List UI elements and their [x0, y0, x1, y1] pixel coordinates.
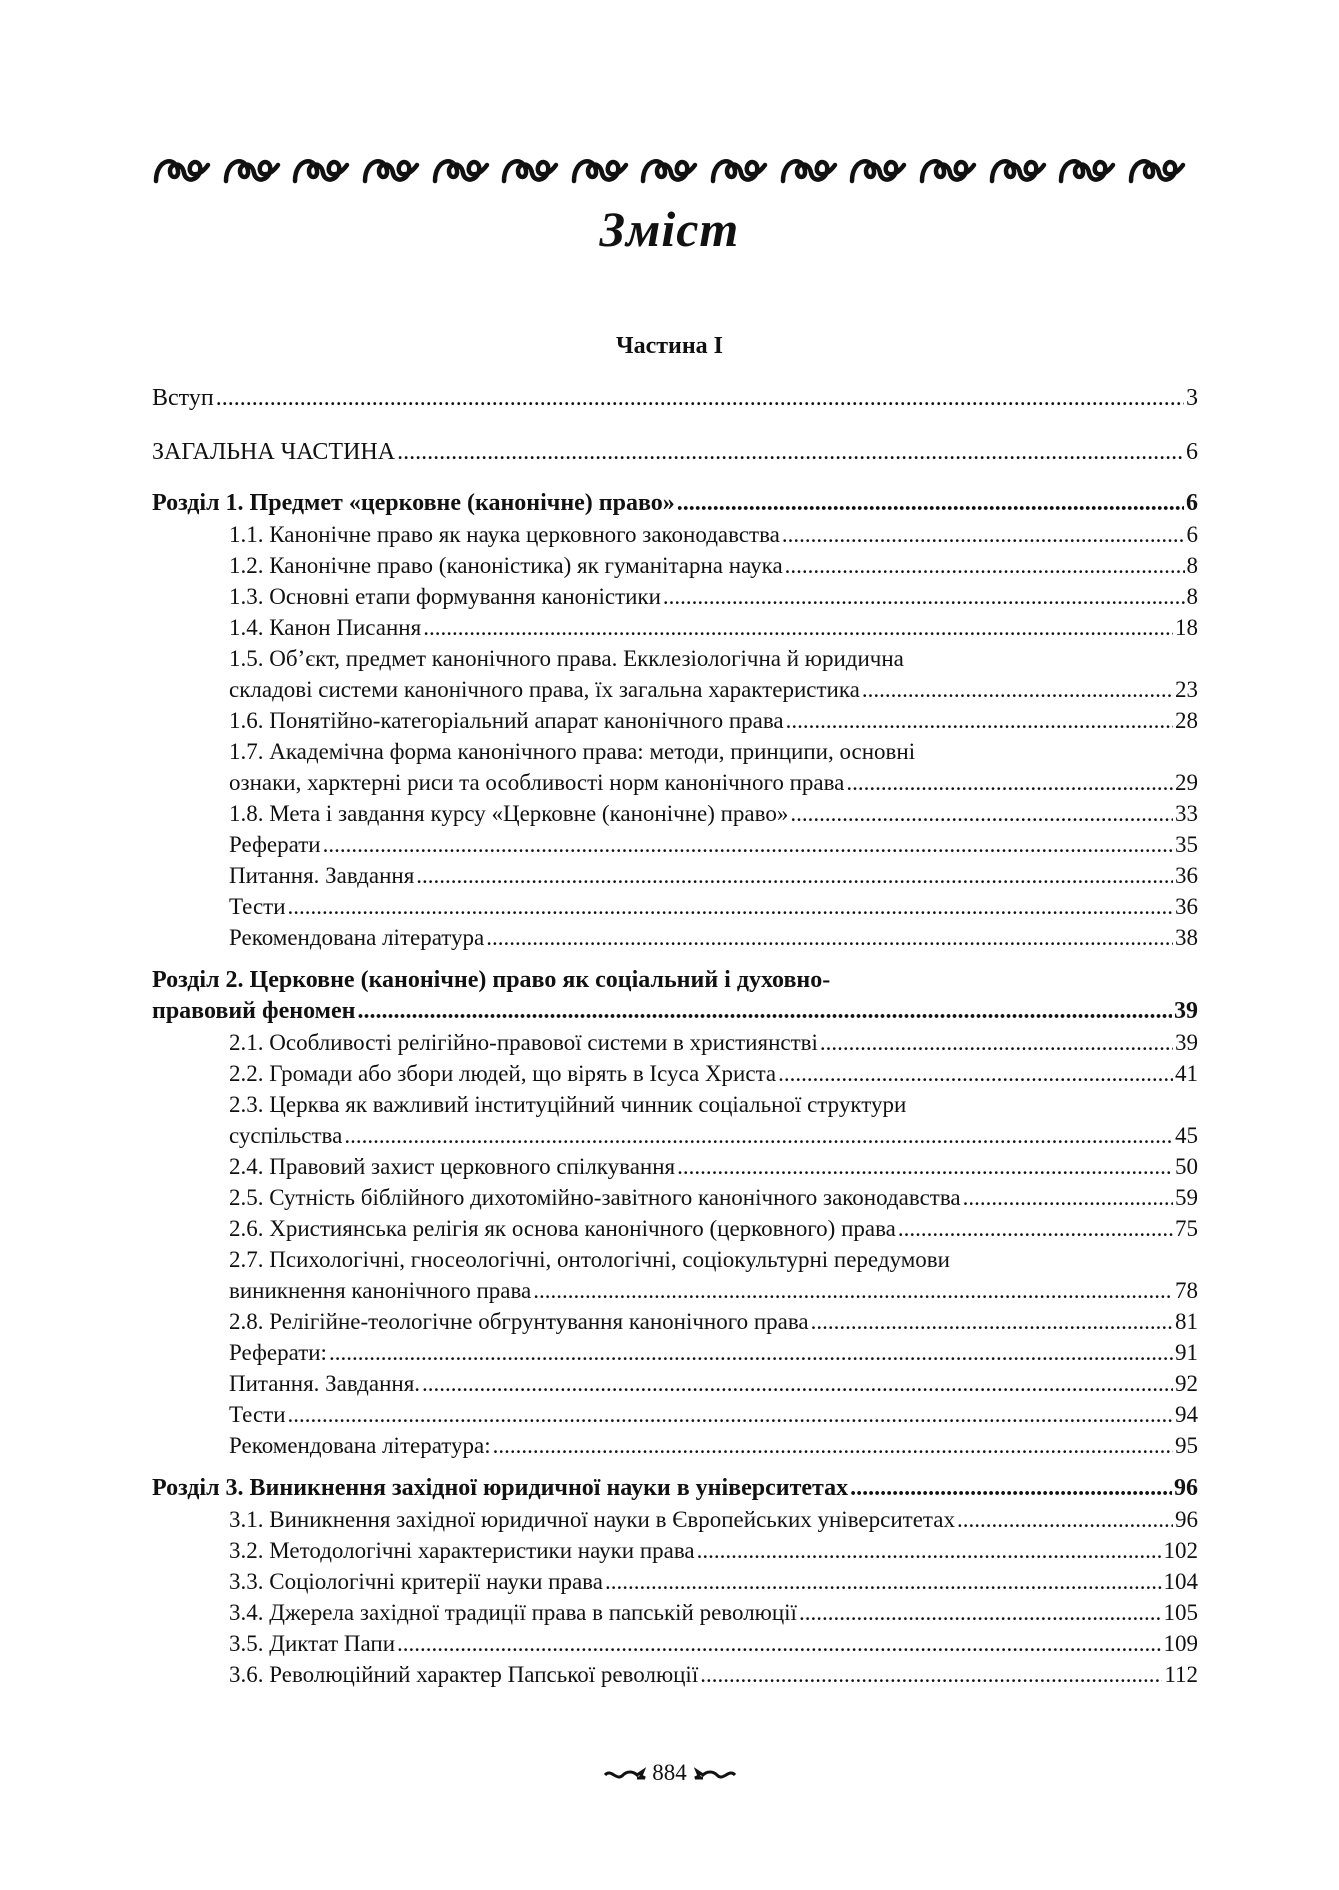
toc-item[interactable] [152, 891, 1198, 922]
toc-item[interactable] [152, 705, 1198, 736]
swirl-ornament-icon [570, 149, 630, 189]
swirl-ornament-icon [639, 149, 699, 189]
toc-item-page: 23 [1175, 677, 1198, 702]
toc-item-page: 33 [1175, 801, 1198, 826]
toc-item-page: 105 [1163, 1600, 1198, 1625]
page-title: Зміст [599, 201, 740, 257]
toc-item-title: 1.2. Канонічне право (каноністика) як гуманітарна наука [229, 553, 783, 578]
swirl-ornament-icon [1127, 149, 1187, 189]
swirl-ornament-icon [779, 149, 839, 189]
swirl-ornament-icon [500, 149, 560, 189]
toc-item[interactable] [152, 1275, 1198, 1306]
ornament-row [152, 146, 1187, 192]
swirl-ornament-icon [152, 149, 212, 189]
toc-item-title: 2.1. Особливості релігійно-правової системи в християнстві [229, 1030, 818, 1055]
toc-item-title: Питання. Завдання [229, 863, 415, 888]
toc-item-page: 29 [1175, 770, 1198, 795]
toc-item-title: 2.6. Християнська релігія як основа канонічного (церковного) права [229, 1216, 896, 1241]
page-number: 884 [652, 1760, 687, 1785]
toc-item[interactable] [152, 1306, 1198, 1337]
toc-item-page: 18 [1175, 615, 1198, 640]
toc-item-page: 36 [1175, 894, 1198, 919]
toc-item[interactable] [152, 1368, 1198, 1399]
toc-item-title: ознаки, харктерні риси та особливості норм канонічного права [229, 770, 845, 795]
toc-item-title: складові системи канонічного права, їх загальна характеристика [229, 677, 860, 702]
table-of-contents [152, 380, 1198, 1690]
swirl-ornament-icon [361, 149, 421, 189]
toc-item-title: 2.2. Громади або збори людей, що вірять в Ісуса Христа [229, 1061, 777, 1086]
toc-section-2[interactable]: правовий феномен ..... 39 [152, 996, 1198, 1027]
toc-item[interactable] [152, 612, 1198, 643]
toc-item-title: 3.5. Диктат Папи [229, 1631, 395, 1656]
swirl-ornament-icon [848, 149, 908, 189]
toc-item-title: 3.2. Методологічні характеристики науки права [229, 1538, 695, 1563]
toc-item-page: 45 [1175, 1123, 1198, 1148]
toc-item[interactable] [152, 1120, 1198, 1151]
toc-item-page: 6 [1186, 522, 1198, 547]
toc-section-2-title: Розділ 2. Церковне (канонічне) право як соціальний і духовно- [152, 967, 831, 993]
swirl-ornament-icon [918, 149, 978, 189]
swirl-ornament-icon [431, 149, 491, 189]
toc-section-1[interactable]: Розділ 1. Предмет «церковне (канонічне) право» ..... 6 [152, 488, 1198, 519]
toc-item-title: 3.1. Виникнення західної юридичної науки в Європейських університетах [229, 1507, 955, 1532]
toc-item[interactable] [152, 1430, 1198, 1461]
toc-item-page: 109 [1163, 1631, 1198, 1656]
toc-item[interactable] [152, 767, 1198, 798]
toc-item-page: 112 [1164, 1662, 1198, 1687]
toc-item-page: 36 [1175, 863, 1198, 888]
toc-item-page: 94 [1175, 1402, 1198, 1427]
toc-item-title: 1.1. Канонічне право як наука церковного законодавства [229, 522, 780, 547]
toc-item-page: 95 [1175, 1433, 1198, 1458]
toc-section-3[interactable]: Розділ 3. Виникнення західної юридичної науки в університетах ..... 96 [152, 1473, 1198, 1504]
section-2-items [152, 1027, 1198, 1461]
toc-item-page: 50 [1175, 1154, 1198, 1179]
toc-item-page: 81 [1175, 1309, 1198, 1334]
toc-item-page: 92 [1175, 1371, 1198, 1396]
toc-item-page: 91 [1175, 1340, 1198, 1365]
toc-item-title: 3.4. Джерела західної традиції права в папській революції [229, 1600, 797, 1625]
toc-item-title: 1.3. Основні етапи формування каноністики [229, 584, 661, 609]
toc-item-page: 8 [1186, 584, 1198, 609]
toc-item-title: Рекомендована література: [229, 1433, 491, 1458]
toc-item[interactable] [152, 1566, 1198, 1597]
toc-item-page: 59 [1175, 1185, 1198, 1210]
toc-item-line: 2.3. Церква як важливий інституційний чинник соціальної структури [229, 1092, 907, 1117]
toc-item-title: 2.8. Релігійне-теологічне обгрунтування канонічного права [229, 1309, 809, 1334]
section-1-items [152, 519, 1198, 953]
toc-item-title: Реферати [229, 832, 321, 857]
toc-item-title: 3.3. Соціологічні критерії науки права [229, 1569, 603, 1594]
toc-item[interactable] [152, 798, 1198, 829]
toc-item-page: 104 [1163, 1569, 1198, 1594]
toc-item-page: 96 [1175, 1507, 1198, 1532]
toc-item-title: виникнення канонічного права [229, 1278, 532, 1303]
toc-item[interactable] [152, 1628, 1198, 1659]
toc-item-page: 8 [1186, 553, 1198, 578]
toc-item-title: 1.4. Канон Писання [229, 615, 422, 640]
toc-item-title: Питання. Завдання. [229, 1371, 421, 1396]
toc-item[interactable] [152, 829, 1198, 860]
toc-item[interactable] [152, 1504, 1198, 1535]
left-flourish-icon [603, 1766, 647, 1784]
toc-item[interactable] [152, 1213, 1198, 1244]
toc-item-title: 2.5. Сутність біблійного дихотомійно-завітного канонічного законодавства [229, 1185, 961, 1210]
toc-item-line: 1.5. Об’єкт, предмет канонічного права. Екклезіологічна й юридична [229, 646, 904, 671]
toc-item[interactable] [152, 1337, 1198, 1368]
toc-item[interactable] [152, 581, 1198, 612]
toc-item[interactable] [152, 860, 1198, 891]
toc-entry-general[interactable]: ЗАГАЛЬНА ЧАСТИНА ..... 6 [152, 434, 1198, 470]
toc-entry-intro[interactable]: Вступ ..... 3 [152, 380, 1198, 416]
toc-item[interactable] [152, 519, 1198, 550]
section-3-items [152, 1504, 1198, 1690]
toc-item-page: 35 [1175, 832, 1198, 857]
right-flourish-icon [693, 1766, 737, 1784]
toc-item[interactable] [152, 1151, 1198, 1182]
toc-item[interactable] [152, 1027, 1198, 1058]
toc-item-title: Рекомендована література [229, 925, 485, 950]
toc-item-title: 2.4. Правовий захист церковного спілкування [229, 1154, 676, 1179]
toc-item-line: 2.7. Психологічні, гносеологічні, онтологічні, соціокультурні передумови [229, 1247, 950, 1272]
swirl-ornament-icon [291, 149, 351, 189]
toc-item[interactable] [152, 1597, 1198, 1628]
toc-item-page: 78 [1175, 1278, 1198, 1303]
swirl-ornament-icon [709, 149, 769, 189]
swirl-ornament-icon [222, 149, 282, 189]
part-heading: Частина І [615, 333, 724, 359]
toc-item-page: 41 [1175, 1061, 1198, 1086]
toc-item-line: 1.7. Академічна форма канонічного права: методи, принципи, основні [229, 739, 916, 764]
toc-item-page: 28 [1175, 708, 1198, 733]
toc-item-page: 75 [1175, 1216, 1198, 1241]
toc-item-title: 1.8. Мета і завдання курсу «Церковне (канонічне) право» [229, 801, 789, 826]
toc-item-title: Реферати: [229, 1340, 327, 1365]
toc-item[interactable] [152, 1659, 1198, 1690]
swirl-ornament-icon [988, 149, 1048, 189]
toc-item-page: 102 [1163, 1538, 1198, 1563]
page-footer [0, 1760, 1339, 1786]
toc-item-title: 1.6. Понятійно-категоріальний апарат канонічного права [229, 708, 784, 733]
toc-item-page: 39 [1175, 1030, 1198, 1055]
swirl-ornament-icon [1057, 149, 1117, 189]
toc-item[interactable] [152, 1058, 1198, 1089]
toc-item[interactable] [152, 922, 1198, 953]
toc-item[interactable] [152, 1399, 1198, 1430]
toc-item-title: 3.6. Революційний характер Папської революції [229, 1662, 699, 1687]
toc-item-page: 38 [1175, 925, 1198, 950]
toc-item[interactable] [152, 674, 1198, 705]
toc-item-title: Тести [229, 894, 286, 919]
toc-item[interactable] [152, 550, 1198, 581]
toc-item-title: суспільства [229, 1123, 343, 1148]
toc-item-title: Тести [229, 1402, 286, 1427]
toc-item[interactable] [152, 1182, 1198, 1213]
toc-item[interactable] [152, 1535, 1198, 1566]
